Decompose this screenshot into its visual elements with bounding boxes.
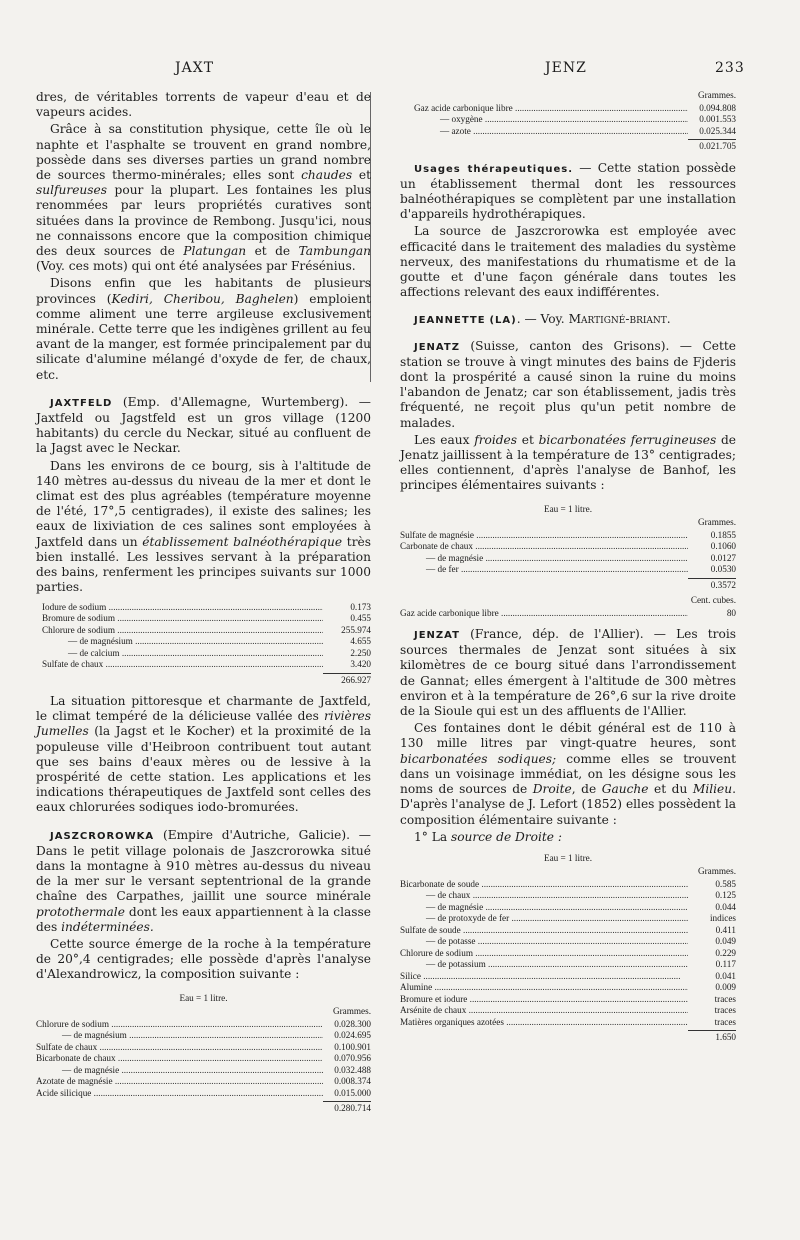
row-label: — de potasse .....	[400, 936, 688, 948]
row-value: 255.974	[341, 624, 371, 635]
table-row	[400, 902, 736, 914]
row-label: — de magnésium .....	[36, 1030, 323, 1042]
paragraph: Usages thérapeutiques. — Cette station possède un établissement thermal dont les ressources balnéothérapiques se complètent par une installation d'appareils hydrothérapiques.	[400, 160, 736, 222]
entry-jaxtfeld: JAXTFELD (Emp. d'Allemagne, Wurtemberg). — Jaxtfeld ou Jagstfeld est un gros village (1200 habitants) du cercle du Neckar, situé au confluent de la Jagst avec le Neckar.	[36, 394, 371, 456]
row-value: 0.070.956	[334, 1053, 371, 1064]
row-value: 0.229	[715, 947, 736, 958]
headword: JENATZ	[414, 341, 460, 353]
row-label: — de chaux .....	[400, 890, 688, 902]
table-row	[400, 1005, 736, 1017]
row-label: Arsénite de chaux .....	[400, 1005, 688, 1017]
row-value: 2.250	[350, 647, 371, 658]
table-total: 266.927	[323, 673, 371, 687]
table-caption: Eau = 1 litre.	[179, 992, 228, 1003]
row-label: Chlorure de sodium .....	[42, 625, 323, 637]
table-total: 0.280.714	[323, 1101, 371, 1115]
table-row	[42, 659, 371, 671]
row-value: 0.1060	[710, 541, 736, 552]
row-label: — de fer .....	[400, 564, 688, 576]
headword: JEANNETTE	[414, 315, 486, 327]
row-value: 0.044	[715, 901, 736, 912]
table-row	[400, 925, 736, 937]
row-value: 0.025.344	[699, 125, 736, 136]
table-row	[400, 1017, 736, 1029]
row-value: 0.411	[715, 924, 736, 935]
row-value: 0.1855	[710, 529, 736, 540]
row-value: 0.125	[715, 890, 736, 901]
entry-jenzat: JENZAT (France, dép. de l'Allier). — Les trois sources thermales de Jenzat sont situées à six kilomètres de ce bourg situé dans l'arrondissement de Gannat; elles émergent à l'altitude de 300 mètres environ et à la température de 26°,6 sur la rive droite de la Sioule qui est un des affluents de l'Allier.	[400, 627, 736, 719]
table-unit: Grammes.	[697, 90, 736, 100]
table-row	[414, 126, 736, 138]
left-column	[36, 90, 371, 1123]
row-label: Silice .....	[400, 971, 688, 983]
table-row	[400, 879, 736, 891]
row-label: — de calcium .....	[42, 648, 323, 660]
running-head-left: JAXT	[175, 60, 215, 76]
table-row	[400, 994, 736, 1006]
row-value: 0.585	[715, 878, 736, 889]
row-value: 3.420	[350, 659, 371, 669]
row-value: 0.028.300	[334, 1018, 371, 1029]
table-total: 0.3572	[688, 578, 736, 592]
row-value: traces	[714, 1005, 736, 1016]
paragraph: Dans les environs de ce bourg, sis à l'altitude de 140 mètres au-dessus du niveau de la mer et dont le climat est des plus agréables (température moyenne de l'été, 17°,5 centigrades), il existe des salines; les eaux de lixiviation de ces salines sont employées à Jaxtfeld dans un établissement balnéothérapique très bien installé. Les lessives servant à la préparation des bains, renferment les principes suivants sur 1000 parties.	[36, 458, 371, 595]
table-row	[414, 114, 736, 126]
row-label: Bromure de sodium .....	[42, 613, 323, 625]
table-row	[400, 982, 736, 994]
row-value: 0.173	[350, 601, 371, 612]
table-unit: Grammes.	[697, 517, 736, 528]
analysis-table-jaxtfeld	[36, 602, 371, 687]
row-label: Bicarbonate de soude .....	[400, 879, 688, 891]
table-row	[36, 1088, 371, 1100]
row-label: — oxygène .....	[414, 114, 688, 126]
table-row	[42, 625, 371, 637]
row-value: traces	[714, 1016, 736, 1027]
row-value: 0.001.553	[699, 114, 736, 124]
entry-jenatz: JENATZ (Suisse, canton des Grisons). — Cette station se trouve à vingt minutes des bains de Fjderis dont la prospérité a causé sinon la ruine du moins l'abandon de Jenatz; car son établissement, jadis très fréquenté, ne reçoit plus qu'un petit nombre de malades.	[400, 338, 736, 430]
table-row	[42, 602, 371, 614]
table-row	[400, 971, 736, 983]
row-value: 0.008.374	[334, 1076, 371, 1087]
row-value: 0.117	[715, 959, 736, 970]
table-row	[42, 636, 371, 648]
row-value: indices	[709, 913, 736, 924]
table-row	[36, 1019, 371, 1031]
entry-jeannette: JEANNETTE (LA). — Voy. Martigné-briant.	[414, 312, 671, 327]
row-value: 0.049	[715, 936, 736, 947]
row-label: — azote .....	[414, 126, 688, 138]
table-row	[36, 1042, 371, 1054]
row-value: 0.094.808	[699, 102, 736, 113]
row-value: 0.009	[715, 982, 736, 993]
subheading: Usages thérapeutiques.	[414, 163, 574, 175]
table-row	[414, 103, 736, 115]
row-label: Sulfate de chaux .....	[36, 1042, 323, 1054]
table-row	[400, 564, 736, 576]
table-caption: Eau = 1 litre.	[543, 852, 593, 863]
row-value: 4.655	[350, 636, 371, 646]
gas-table	[400, 90, 736, 153]
table-row	[400, 541, 736, 553]
table-total: 1.650	[688, 1030, 736, 1044]
row-label: Carbonate de chaux .....	[400, 541, 688, 553]
row-value: 0.100.901	[334, 1041, 371, 1052]
table-row	[36, 1030, 371, 1042]
row-label: Matières organiques azotées .....	[400, 1017, 688, 1029]
headword: JENZAT	[414, 630, 460, 642]
analysis-table-jenzat	[400, 853, 736, 1044]
row-label: — de magnésie .....	[400, 553, 688, 565]
paragraph: La situation pittoresque et charmante de Jaxtfeld, le climat tempéré de la délicieuse vallée des rivières Jumelles (la Jagst et le Kocher) et la proximité de la populeuse ville d'Heibroon contribuent tout autant que ses bains d'eaux mères ou de lessive à la prospérité de cette station. Les applications et les indications thérapeutiques de Jaxtfeld sont celles des eaux chlorurées sodiques iodo-bromurées.	[36, 694, 371, 815]
row-value: traces	[714, 993, 736, 1004]
page-number: 233	[715, 60, 745, 76]
analysis-table-jaszcrorowka	[36, 993, 371, 1115]
row-label: Azotate de magnésie .....	[36, 1076, 323, 1088]
subsection-title: 1° La source de Droite :	[414, 829, 562, 844]
row-label: — de magnésium .....	[42, 636, 323, 648]
paragraph: Les eaux froides et bicarbonatées ferrugineuses de Jenatz jaillissent à la température de 13° centigrades; elles contiennent, d'après l'analyse de Banhof, les principes élémentaires suivants :	[400, 432, 737, 493]
row-label: — de magnésie .....	[400, 902, 688, 914]
table-row	[42, 648, 371, 660]
row-label: Sulfate de chaux .....	[42, 659, 323, 671]
row-label: Bromure et iodure .....	[400, 994, 688, 1006]
row-label: Chlorure de sodium .....	[36, 1019, 323, 1031]
table-row	[400, 553, 736, 565]
row-value: 0.032.488	[334, 1064, 371, 1075]
row-label: Bicarbonate de chaux .....	[36, 1053, 323, 1065]
row-label: Gaz acide carbonique libre .....	[414, 103, 688, 115]
analysis-table-jenatz	[400, 504, 736, 620]
headword: JAXTFELD	[50, 397, 113, 409]
row-label: Chlorure de sodium .....	[400, 948, 688, 960]
row-label: Acide silicique .....	[36, 1088, 323, 1100]
table-row	[400, 959, 736, 971]
paragraph: Ces fontaines dont le débit général est de 110 à 130 mille litres par vingt-quatre heures, sont bicarbonatées sodiques; comme elles se trouvent dans un voisinage immédiat, on les désigne sous les noms de sources de Droite, de Gauche et du Milieu. D'après l'analyse de J. Lefort (1852) elles possèdent la composition élémentaire suivante :	[400, 721, 736, 827]
row-label: Sulfate de soude .....	[400, 925, 688, 937]
row-value: 0.024.695	[334, 1030, 371, 1041]
table-caption: Eau = 1 litre.	[543, 503, 593, 514]
table-unit: Grammes.	[332, 1006, 371, 1017]
table-row	[36, 1076, 371, 1088]
row-label: — de protoxyde de fer .....	[400, 913, 688, 925]
entry-jaszcrorowka: JASZCROROWKA (Empire d'Autriche, Galicie). — Dans le petit village polonais de Jaszcrorowka situé dans la montagne à 910 mètres au-dessus du niveau de la mer sur le versant septentrional de la grande chaîne des Carpathes, jaillit une source minérale protothermale dont les eaux appartiennent à la classe des indéterminées.	[36, 827, 371, 934]
paragraph: Grâce à sa constitution physique, cette île où le naphte et l'asphalte se trouvent en grand nombre, possède dans ses diverses parties un grand nombre de sources thermo-minérales; elles sont chaudes et sulfureuses pour la plupart. Les fontaines les plus renommées par leurs propriétés curatives sont situées dans la province de Rembong. Jusqu'ici, nous ne connaissons encore que la composition chimique des deux sources de Platungan et de Tambungan (Voy. ces mots) qui ont été analysées par Frésénius.	[36, 122, 371, 274]
table-unit: Grammes.	[697, 866, 736, 877]
table-row	[36, 1065, 371, 1077]
table-row	[400, 530, 736, 542]
table-row	[42, 613, 371, 625]
table-row	[400, 913, 736, 925]
table-row	[36, 1053, 371, 1065]
row-value: 0.455	[350, 613, 371, 623]
paragraph: La source de Jaszcrorowka est employée avec efficacité dans le traitement des maladies du système nerveux, des manifestations du rhumatisme et de la goutte et d'une façon générale dans toutes les affections relevant des eaux indifférentes.	[400, 224, 736, 300]
row-label: Iodure de sodium .....	[42, 602, 323, 614]
row-value: 0.0530	[710, 564, 736, 575]
paragraph: dres, de véritables torrents de vapeur d'eau et de vapeurs acides.	[36, 90, 371, 120]
table-unit: Cent. cubes.	[690, 595, 736, 606]
table-total: 0.021.705	[688, 139, 736, 153]
row-label: — de potassium .....	[400, 959, 688, 971]
row-label: Sulfate de magnésie .....	[400, 530, 688, 542]
right-column	[400, 90, 736, 1052]
table-row	[400, 936, 736, 948]
row-label: — de magnésie .....	[36, 1065, 323, 1077]
row-value: 0.0127	[710, 552, 736, 563]
row-label: Alumine .....	[400, 982, 688, 994]
headword: JASZCROROWKA	[50, 830, 155, 842]
table-row: Gaz acide carbonique libre ..... 80	[400, 608, 736, 620]
row-value: 0.015.000	[334, 1087, 371, 1098]
paragraph: Cette source émerge de la roche à la température de 20°,4 centigrades; elle possède d'après l'analyse d'Alexandrowicz, la composition suivante :	[36, 937, 371, 982]
paragraph: Disons enfin que les habitants de plusieurs provinces (Kediri, Cheribou, Baghelen) emploient comme aliment une terre argileuse exclusivement minérale. Cette terre que les indigènes grillent au feu avant de la manger, est formée principalement par du silicate d'alumine mélangé d'oxyde de fer, de chaux, etc.	[36, 276, 371, 382]
row-value: 0.041	[715, 970, 736, 981]
table-row	[400, 890, 736, 902]
running-head-right: JENZ	[545, 60, 587, 76]
table-row	[400, 948, 736, 960]
